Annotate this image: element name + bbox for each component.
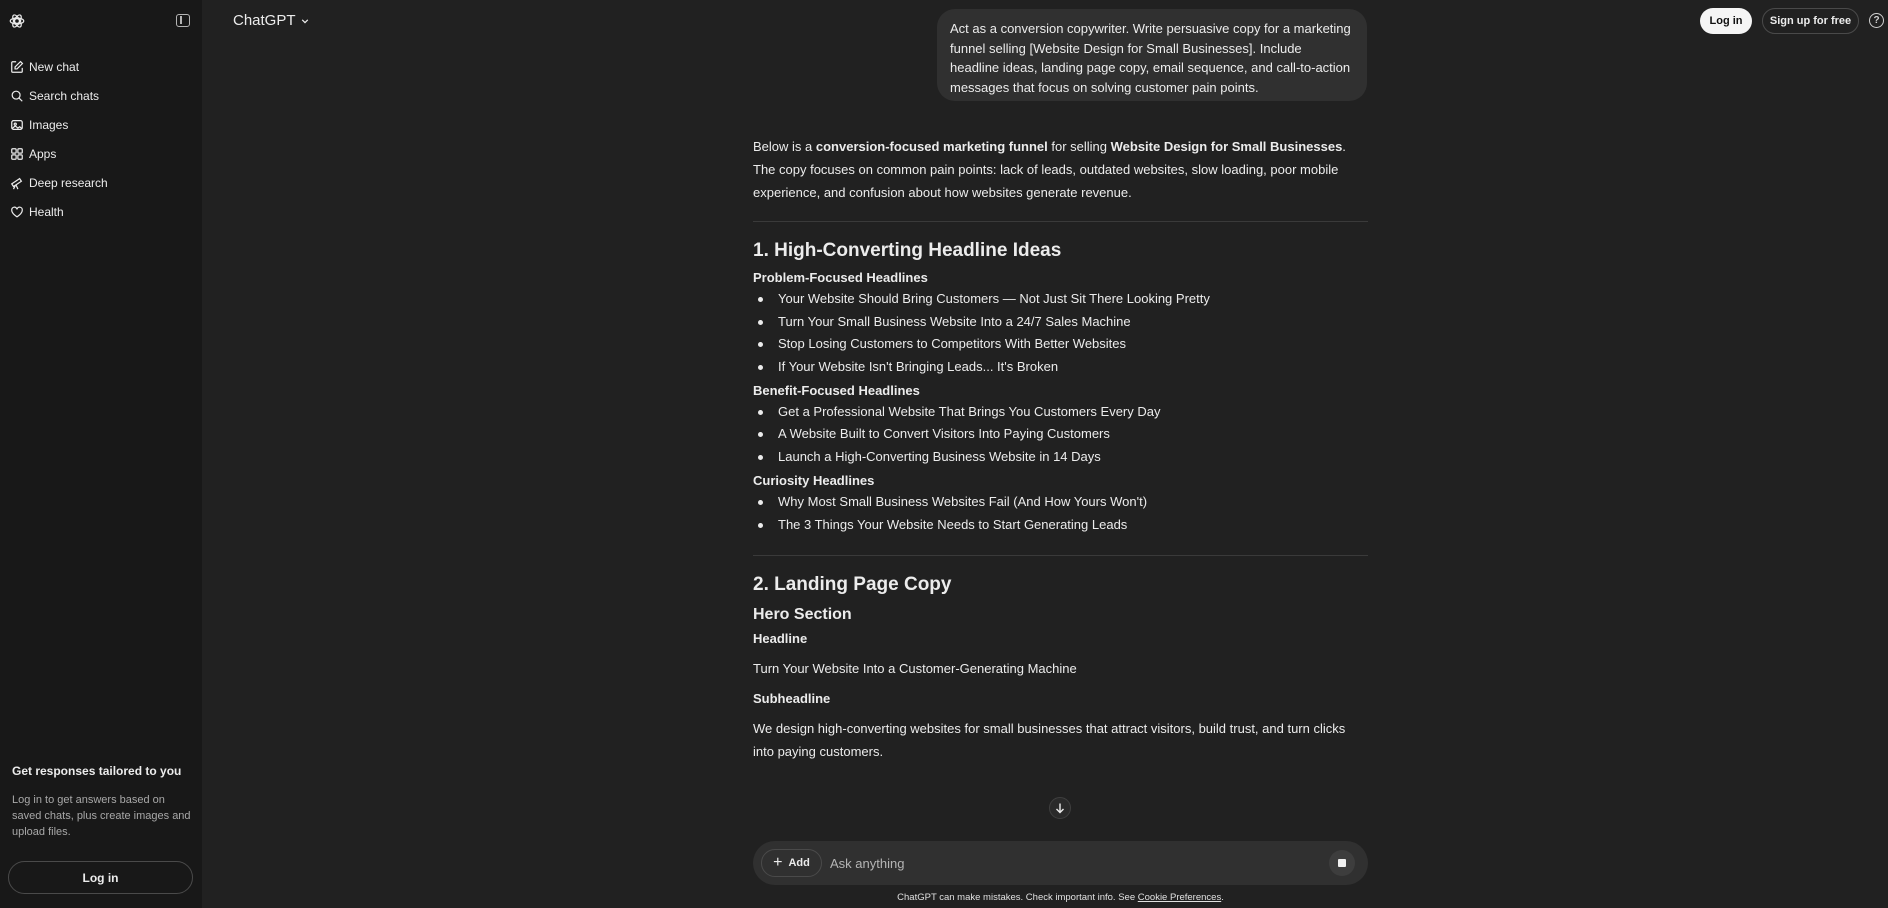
intro-bold: conversion-focused marketing funnel (815, 139, 1048, 154)
stop-button[interactable] (1329, 850, 1355, 876)
list-item: Your Website Should Bring Customers — Not Just Sit There Looking Pretty (753, 288, 1368, 311)
assistant-response (753, 135, 1368, 763)
arrow-down-icon (1054, 802, 1066, 814)
headline-text: Turn Your Website Into a Customer-Generating Machine (753, 661, 1077, 677)
cookie-preferences-link[interactable]: Cookie Preferences (1137, 892, 1222, 903)
list-item: Turn Your Small Business Website Into a 24/7 Sales Machine (753, 311, 1368, 334)
section-heading: 2. Landing Page Copy (753, 574, 952, 596)
divider (753, 221, 1368, 222)
sidebar-item-label: Images (29, 117, 69, 132)
divider (753, 555, 1368, 556)
heart-icon (10, 205, 24, 219)
login-promo (12, 764, 194, 840)
edit-icon (10, 60, 24, 74)
sidebar-item-new-chat[interactable] (0, 52, 202, 81)
telescope-icon (10, 176, 24, 190)
help-icon[interactable]: ? (1869, 13, 1884, 28)
list-item: A Website Built to Convert Visitors Into Paying Customers (753, 423, 1368, 446)
list-item: Stop Losing Customers to Competitors With Better Websites (753, 333, 1368, 356)
stop-icon (1338, 859, 1346, 867)
sidebar-item-label: Health (29, 204, 64, 219)
subsection-heading: Hero Section (753, 606, 852, 624)
header-login-button[interactable]: Log in (1700, 8, 1752, 34)
sidebar-toggle-icon[interactable] (176, 14, 190, 27)
openai-logo-icon[interactable] (8, 12, 26, 30)
image-icon (10, 118, 24, 132)
apps-icon (10, 147, 24, 161)
sidebar-item-label: New chat (29, 59, 80, 74)
list-item: The 3 Things Your Website Needs to Start Generating Leads (753, 514, 1368, 537)
sidebar-item-images[interactable] (0, 110, 202, 139)
sidebar-header (0, 0, 202, 42)
sidebar-item-health[interactable] (0, 197, 202, 226)
sidebar-item-apps[interactable] (0, 139, 202, 168)
intro-text: Below is a (753, 139, 816, 154)
signup-button[interactable]: Sign up for free (1762, 8, 1859, 34)
sidebar-nav (0, 52, 202, 226)
promo-text: Log in to get answers based on saved chats, plus create images and upload files. (12, 794, 191, 838)
intro-text: for selling (1047, 139, 1111, 154)
disclaimer-end: . (1221, 892, 1224, 903)
scroll-down-button[interactable] (1049, 797, 1071, 819)
model-selector[interactable] (233, 12, 309, 29)
intro-text: . The copy focuses on common pain points: lack of leads, outdated websites, slow loading, poor mobile experience, and confusion about how websites generate revenue. (753, 139, 1346, 200)
chevron-down-icon (301, 17, 309, 25)
sidebar-item-search-chats[interactable] (0, 81, 202, 110)
response-intro (753, 135, 1368, 204)
headline-list (753, 491, 1368, 536)
user-message: Act as a conversion copywriter. Write persuasive copy for a marketing funnel selling [Website Design for Small Businesses]. Include headline ideas, landing page copy, email sequence, and call-to-action messages that focus on solving customer pain points. (937, 9, 1367, 101)
promo-title: Get responses tailored to you (12, 764, 182, 778)
add-label: Add (788, 857, 810, 869)
field-label: Headline (753, 631, 808, 647)
field-label: Subheadline (753, 691, 831, 707)
group-heading: Benefit-Focused Headlines (753, 382, 920, 398)
sidebar-item-deep-research[interactable] (0, 168, 202, 197)
list-item: Launch a High-Converting Business Website in 14 Days (753, 446, 1368, 469)
headline-list (753, 288, 1368, 379)
disclaimer-text: ChatGPT can make mistakes. Check important info. See (897, 892, 1138, 903)
search-icon (10, 89, 24, 103)
sidebar-item-label: Search chats (29, 88, 100, 103)
intro-bold: Website Design for Small Businesses (1110, 139, 1343, 154)
sidebar (0, 0, 202, 908)
sidebar-item-label: Deep research (29, 175, 108, 190)
list-item: Get a Professional Website That Brings You Customers Every Day (753, 401, 1368, 424)
group-heading: Problem-Focused Headlines (753, 270, 928, 285)
subheadline-text: We design high-converting websites for small businesses that attract visitors, build trust, and turn clicks into paying customers. (753, 721, 1346, 760)
plus-icon: + (773, 854, 783, 871)
sidebar-login-button[interactable]: Log in (8, 861, 193, 894)
model-name: ChatGPT (233, 12, 296, 29)
sidebar-item-label: Apps (29, 146, 57, 161)
list-item: Why Most Small Business Websites Fail (And How Yours Won't) (753, 491, 1368, 514)
section-heading: 1. High-Converting Headline Ideas (753, 240, 1062, 261)
disclaimer (753, 892, 1368, 903)
add-button[interactable] (761, 849, 822, 877)
list-item: If Your Website Isn't Bringing Leads... It's Broken (753, 356, 1368, 379)
composer (753, 841, 1368, 885)
group-heading: Curiosity Headlines (753, 472, 875, 488)
headline-list (753, 401, 1368, 469)
prompt-input[interactable] (830, 853, 1230, 873)
